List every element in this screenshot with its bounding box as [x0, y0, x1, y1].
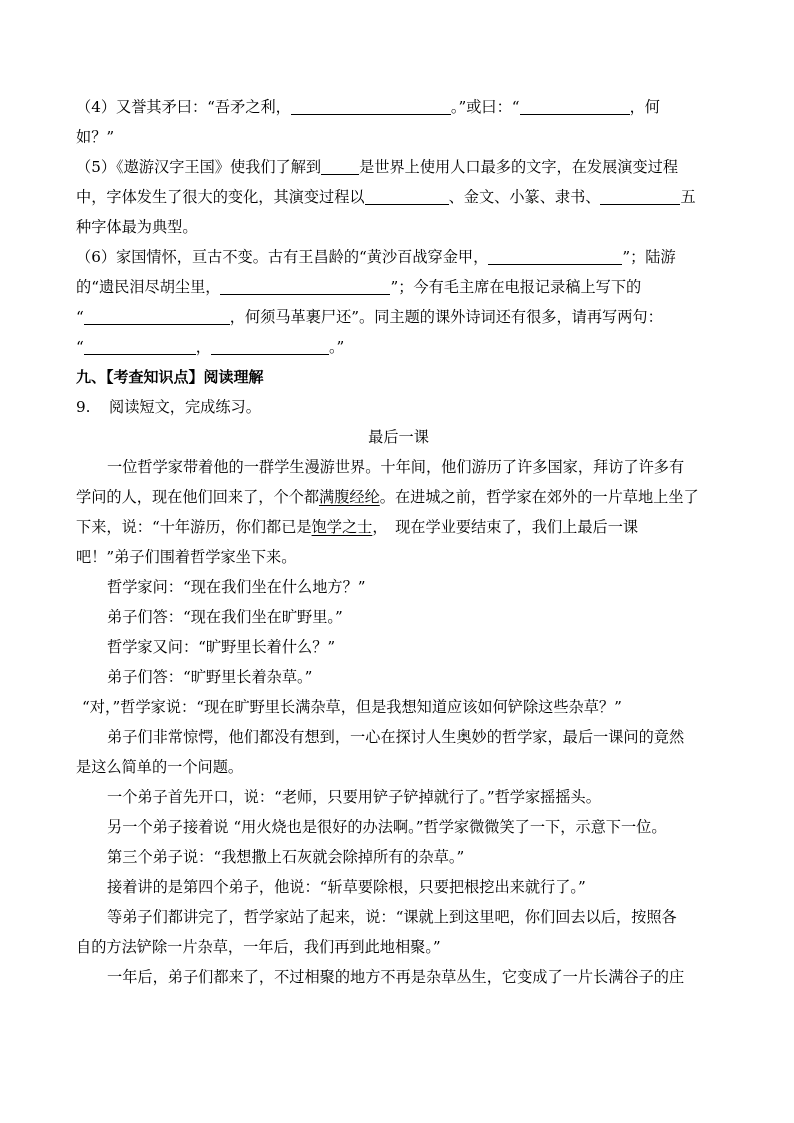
- passage-line: 一年后，弟子们都来了，不过相聚的地方不再是杂草丛生，它变成了一片长满谷子的庄: [107, 968, 685, 986]
- passage-title: 最后一课: [368, 428, 429, 446]
- passage-line: 一位哲学家带着他的一群学生漫游世界。十年间，他们游历了许多国家，拜访了许多有: [107, 458, 685, 476]
- q6-text: 的“遗民泪尽胡尘里，: [76, 278, 221, 296]
- q4-text: （4）又誉其矛曰：“吾矛之利，: [76, 98, 291, 116]
- question-9: [76, 392, 721, 422]
- passage-line: 哲学家又问：“旷野里长着什么？”: [107, 638, 336, 656]
- passage-line: 自的方法铲除一片杂草，一年后，我们再到此地相聚。”: [76, 938, 441, 956]
- underlined-phrase: 饱学之士: [311, 518, 373, 536]
- passage-line: 弟子们非常惊愕，他们都没有想到，一心在探讨人生奥妙的哲学家，最后一课问的竟然: [107, 728, 685, 746]
- q4-blank-1[interactable]: [291, 96, 451, 115]
- q5-line-1: [76, 152, 721, 182]
- q6-line-1: [76, 242, 721, 272]
- passage-text: 学问的人，现在他们回来了，个个都: [76, 488, 319, 506]
- q6-text: ”；今有毛主席在电报记录稿上写下的: [390, 278, 642, 296]
- passage-line: 吧！”弟子们围着哲学家坐下来。: [76, 548, 297, 566]
- document-page: [76, 92, 721, 992]
- underlined-phrase: 满腹经纶: [319, 488, 380, 506]
- passage-text: 。在进城之前，哲学家在郊外的一片草地上坐了: [379, 488, 699, 506]
- q4-blank-2[interactable]: [520, 96, 630, 115]
- q5-text: （5）《遨游汉字王国》使我们了解到: [76, 158, 322, 176]
- q6-line-2: [76, 272, 721, 302]
- passage-line: 第三个弟子说：“我想撒上石灰就会除掉所有的杂草。”: [107, 848, 465, 866]
- passage-line: 接着讲的是第四个弟子，他说：“斩草要除根，只要把根挖出来就行了。”: [107, 878, 586, 896]
- q4-text: 如？”: [76, 128, 115, 146]
- question-number: 9.: [76, 398, 91, 416]
- q5-blank-2[interactable]: [365, 186, 449, 205]
- q6-blank-1[interactable]: [488, 246, 622, 265]
- passage-line: 另一个弟子接着说 “用火烧也是很好的办法啊。”哲学家微微笑了一下，示意下一位。: [107, 818, 667, 836]
- q6-text: ，: [195, 338, 211, 356]
- q6-text: “: [76, 308, 84, 326]
- q6-text: （6）家国情怀，亘古不变。古有王昌龄的“黄沙百战穿金甲，: [76, 248, 489, 266]
- q6-text: ，何须马革裹尸还”。同主题的课外诗词还有很多，请再写两句：: [229, 308, 663, 326]
- passage-text: ， 现在学业要结束了，我们上最后一课: [372, 518, 639, 536]
- passage-line: [76, 512, 721, 542]
- passage-line: 等弟子们都讲完了，哲学家站了起来，说：“课就上到这里吧，你们回去以后，按照各: [107, 908, 677, 926]
- q5-text: 、金文、小篆、隶书、: [448, 188, 601, 206]
- q5-text: 种字体最为典型。: [76, 218, 198, 236]
- q5-line-3: [76, 212, 721, 242]
- section-heading: 九、【考查知识点】阅读理解: [76, 368, 264, 386]
- q5-blank-3[interactable]: [600, 186, 680, 205]
- passage-line: 哲学家问：“现在我们坐在什么地方？”: [107, 578, 366, 596]
- q4-text: ，何: [629, 98, 660, 116]
- passage-line: 一个弟子首先开口，说：“老师，只要用铲子铲掉就行了。”哲学家摇摇头。: [107, 788, 601, 806]
- passage-text: 下来，说：“十年游历，你们都已是: [76, 518, 312, 536]
- passage-line: 是这么简单的一个问题。: [76, 758, 244, 776]
- q6-text: “: [76, 338, 84, 356]
- q6-text: 。”: [328, 338, 345, 356]
- q4-line-1: [76, 92, 721, 122]
- passage-line: 弟子们答：“旷野里长着杂草。”: [107, 668, 313, 686]
- q6-line-4: [76, 332, 721, 362]
- q6-blank-5[interactable]: [211, 336, 329, 355]
- q4-text: 。”或曰：“: [450, 98, 520, 116]
- q5-blank-1[interactable]: [321, 156, 359, 175]
- passage-line: [76, 482, 721, 512]
- passage-line: “对，”哲学家说：“现在旷野里长满杂草，但是我想知道应该如何铲除这些杂草？”: [82, 698, 622, 716]
- q6-blank-3[interactable]: [84, 306, 230, 325]
- q6-blank-2[interactable]: [220, 276, 390, 295]
- q6-blank-4[interactable]: [84, 336, 196, 355]
- q5-text: 中，字体发生了很大的变化，其演变过程以: [76, 188, 365, 206]
- q4-line-2: [76, 122, 721, 152]
- question-instruction: 阅读短文，完成练习。: [109, 398, 261, 416]
- q6-line-3: [76, 302, 721, 332]
- q5-line-2: [76, 182, 721, 212]
- q5-text: 五: [680, 188, 696, 206]
- passage-line: 弟子们答：“现在我们坐在旷野里。”: [107, 608, 343, 626]
- q6-text: ”；陆游: [622, 248, 676, 266]
- q5-text: 是世界上使用人口最多的文字，在发展演变过程: [359, 158, 679, 176]
